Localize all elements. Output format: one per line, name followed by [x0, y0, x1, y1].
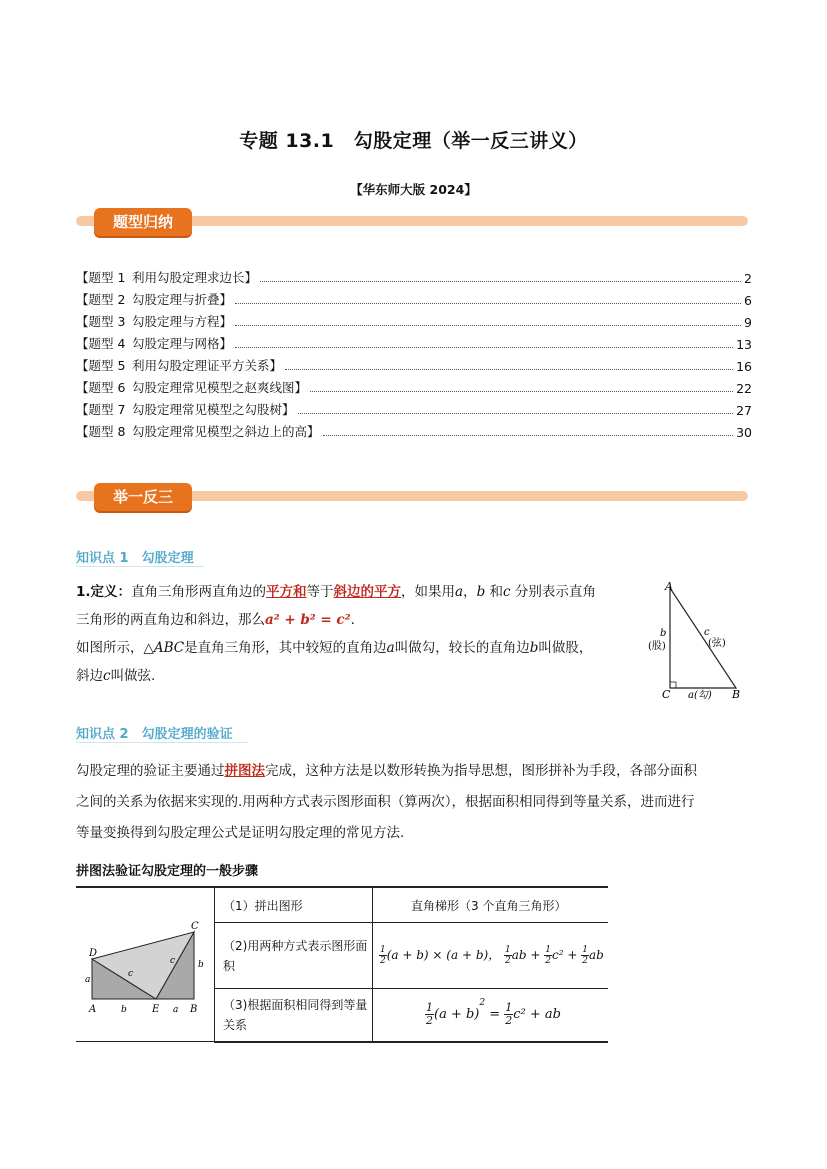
vertex-c: C: [191, 921, 199, 932]
def-label: 1.定义：: [76, 584, 132, 600]
toc-row[interactable]: [76, 422, 752, 440]
var-a: a: [455, 584, 464, 600]
page-subtitle: 【华东师大版 2024】: [350, 182, 477, 197]
kp2-underline: [76, 742, 248, 743]
toc-text: 利用勾股定理证平方关系】: [132, 358, 283, 373]
para-text: 完成，这种方法是以数形转换为指导思想，图形拼补为手段，各部分面积: [265, 763, 697, 779]
var-a: a: [386, 640, 395, 656]
expr: =: [485, 1007, 505, 1023]
toc-text: 勾股定理常见模型之勾股树】: [132, 402, 295, 417]
toc-num: 【题型 2: [76, 292, 126, 307]
toc-page: 22: [736, 381, 752, 396]
def-text: 叫做勾，较长的直角边: [394, 640, 530, 656]
def-highlight: 斜边的平方: [333, 584, 402, 600]
expr: (a + b) × (a + b)，: [386, 948, 501, 963]
def-text: ，如果用: [401, 584, 456, 600]
toc-num: 【题型 1: [76, 270, 126, 285]
page-title: 专题 13.1 勾股定理（举一反三讲义）: [239, 130, 588, 152]
var-c: c: [103, 668, 111, 684]
toc-page: 9: [744, 315, 752, 330]
expr: c² + ab: [513, 1007, 562, 1023]
toc-text: 勾股定理常见模型之斜边上的高】: [132, 424, 320, 439]
triangle-abc: △ABC: [143, 640, 185, 656]
toc-num: 【题型 3: [76, 314, 126, 329]
var-b: b: [529, 640, 539, 656]
toc-row[interactable]: [76, 268, 752, 286]
exponent: 2: [479, 997, 486, 1008]
toc-leader: [235, 325, 741, 326]
def-text: 和: [485, 584, 504, 600]
def-text: 直角三角形两直角边的: [131, 584, 267, 600]
step-content: [373, 923, 609, 989]
toc-leader: [235, 347, 733, 348]
steps-table: [76, 886, 608, 1043]
label-c: c: [170, 956, 176, 966]
def-text: ，: [463, 584, 477, 600]
label-b: b: [198, 960, 204, 970]
step-content: [373, 989, 609, 1042]
toc-row[interactable]: [76, 312, 752, 330]
trapezoid-figure: [76, 888, 214, 1038]
kp2-paragraph: [76, 756, 756, 849]
toc-page: 2: [744, 271, 752, 286]
toc-text: 利用勾股定理求边长】: [132, 270, 258, 285]
toc-num: 【题型 7: [76, 402, 126, 417]
vertex-e: E: [152, 1004, 160, 1015]
vertex-a: A: [89, 1004, 97, 1015]
toc-text: 勾股定理常见模型之赵爽线图】: [132, 380, 308, 395]
toc-num: 【题型 8: [76, 424, 126, 439]
def-text: 如图所示，: [76, 640, 144, 656]
label-a: a: [173, 1005, 179, 1015]
toc-leader: [235, 303, 741, 304]
toc-row[interactable]: [76, 334, 752, 352]
def-text: 是直角三角形，其中较短的直角边: [184, 640, 387, 656]
def-text: 斜边: [76, 668, 103, 684]
step-cell: （1）拼出图形: [215, 887, 373, 923]
fraction-half: $\frac{1}{2}$: [380, 945, 386, 967]
def-text: 叫做弦.: [110, 668, 156, 684]
steps-heading: 拼图法验证勾股定理的一般步骤: [76, 864, 259, 879]
para-text: 之间的关系为依据来实现的.用两种方式表示图形面积（算两次），根据面积相同得到等量关系，进而进行: [76, 794, 695, 810]
side-a-label: a(勾): [688, 690, 712, 701]
def-text: .: [350, 612, 355, 628]
kp1-underline: [76, 566, 204, 567]
toc-page: 6: [744, 293, 752, 308]
vertex-b: B: [190, 1004, 198, 1015]
expr: (a + b): [434, 1007, 480, 1023]
vertex-b: B: [732, 688, 741, 701]
var-b: b: [476, 584, 486, 600]
triangle-shape: [670, 588, 736, 688]
fraction-half: $\frac{1}{2}$: [505, 1001, 513, 1028]
side-b-sub: (股): [648, 641, 666, 652]
def-highlight: 平方和: [266, 584, 307, 600]
side-c-sub: (弦): [708, 638, 726, 649]
vertex-c: C: [662, 688, 671, 701]
banner-tab-main: 举一反三: [94, 483, 192, 511]
toc-leader: [285, 369, 733, 370]
vertex-d: D: [89, 948, 98, 959]
toc-page: 27: [736, 403, 752, 418]
para-text: 勾股定理的验证主要通过: [76, 763, 225, 779]
expr: ab: [589, 948, 604, 963]
toc-page: 30: [736, 425, 752, 440]
toc-text: 勾股定理与网格】: [132, 336, 233, 351]
toc-row[interactable]: [76, 290, 752, 308]
toc-num: 【题型 5: [76, 358, 126, 373]
toc-num: 【题型 4: [76, 336, 126, 351]
toc-leader: [323, 435, 734, 436]
diagram-cell: [76, 887, 215, 1042]
fraction-half: $\frac{1}{2}$: [582, 945, 588, 967]
side-c-label: c: [704, 627, 710, 638]
toc-row[interactable]: [76, 378, 752, 396]
side-b-label: b: [660, 628, 667, 639]
toc-row[interactable]: [76, 400, 752, 418]
step-cell: （2)用两种方式表示图形面积: [215, 923, 373, 989]
toc-page: 16: [736, 359, 752, 374]
kp1-definition: [76, 578, 646, 690]
toc-leader: [260, 281, 741, 282]
fraction-half: $\frac{1}{2}$: [545, 945, 552, 967]
right-triangle-figure: [640, 578, 750, 703]
label-c: c: [128, 969, 134, 979]
toc-leader: [298, 413, 734, 414]
toc-num: 【题型 6: [76, 380, 126, 395]
def-text: 三角形的两直角边和斜边，那么: [76, 612, 265, 628]
right-angle-mark: [670, 682, 676, 688]
step-content: 直角梯形（3 个直角三角形）: [373, 887, 609, 923]
kp1-heading: 知识点 1 勾股定理: [76, 551, 194, 566]
var-c: c: [503, 584, 511, 600]
expr: ab +: [511, 948, 541, 963]
para-highlight: 拼图法: [224, 763, 265, 779]
toc-text: 勾股定理与方程】: [132, 314, 233, 329]
toc-row[interactable]: [76, 356, 752, 374]
kp2-heading: 知识点 2 勾股定理的验证: [76, 727, 233, 742]
toc-page: 13: [736, 337, 752, 352]
fraction-half: $\frac{1}{2}$: [426, 1001, 433, 1028]
label-a: a: [85, 975, 91, 985]
pythagorean-formula: a² + b² = c²: [265, 612, 351, 628]
def-text: 等于: [306, 584, 334, 600]
toc-leader: [310, 391, 733, 392]
fraction-half: $\frac{1}{2}$: [505, 945, 511, 967]
para-text: 等量变换得到勾股定理公式是证明勾股定理的常见方法.: [76, 825, 405, 841]
step-cell: （3)根据面积相同得到等量关系: [215, 989, 373, 1042]
vertex-a: A: [665, 580, 673, 593]
def-text: 分别表示直角: [510, 584, 596, 600]
expr: c² +: [552, 948, 578, 963]
banner-tab-toc: 题型归纳: [94, 208, 192, 236]
def-text: 叫做股，: [538, 640, 593, 656]
toc-text: 勾股定理与折叠】: [132, 292, 233, 307]
label-b: b: [121, 1005, 127, 1015]
